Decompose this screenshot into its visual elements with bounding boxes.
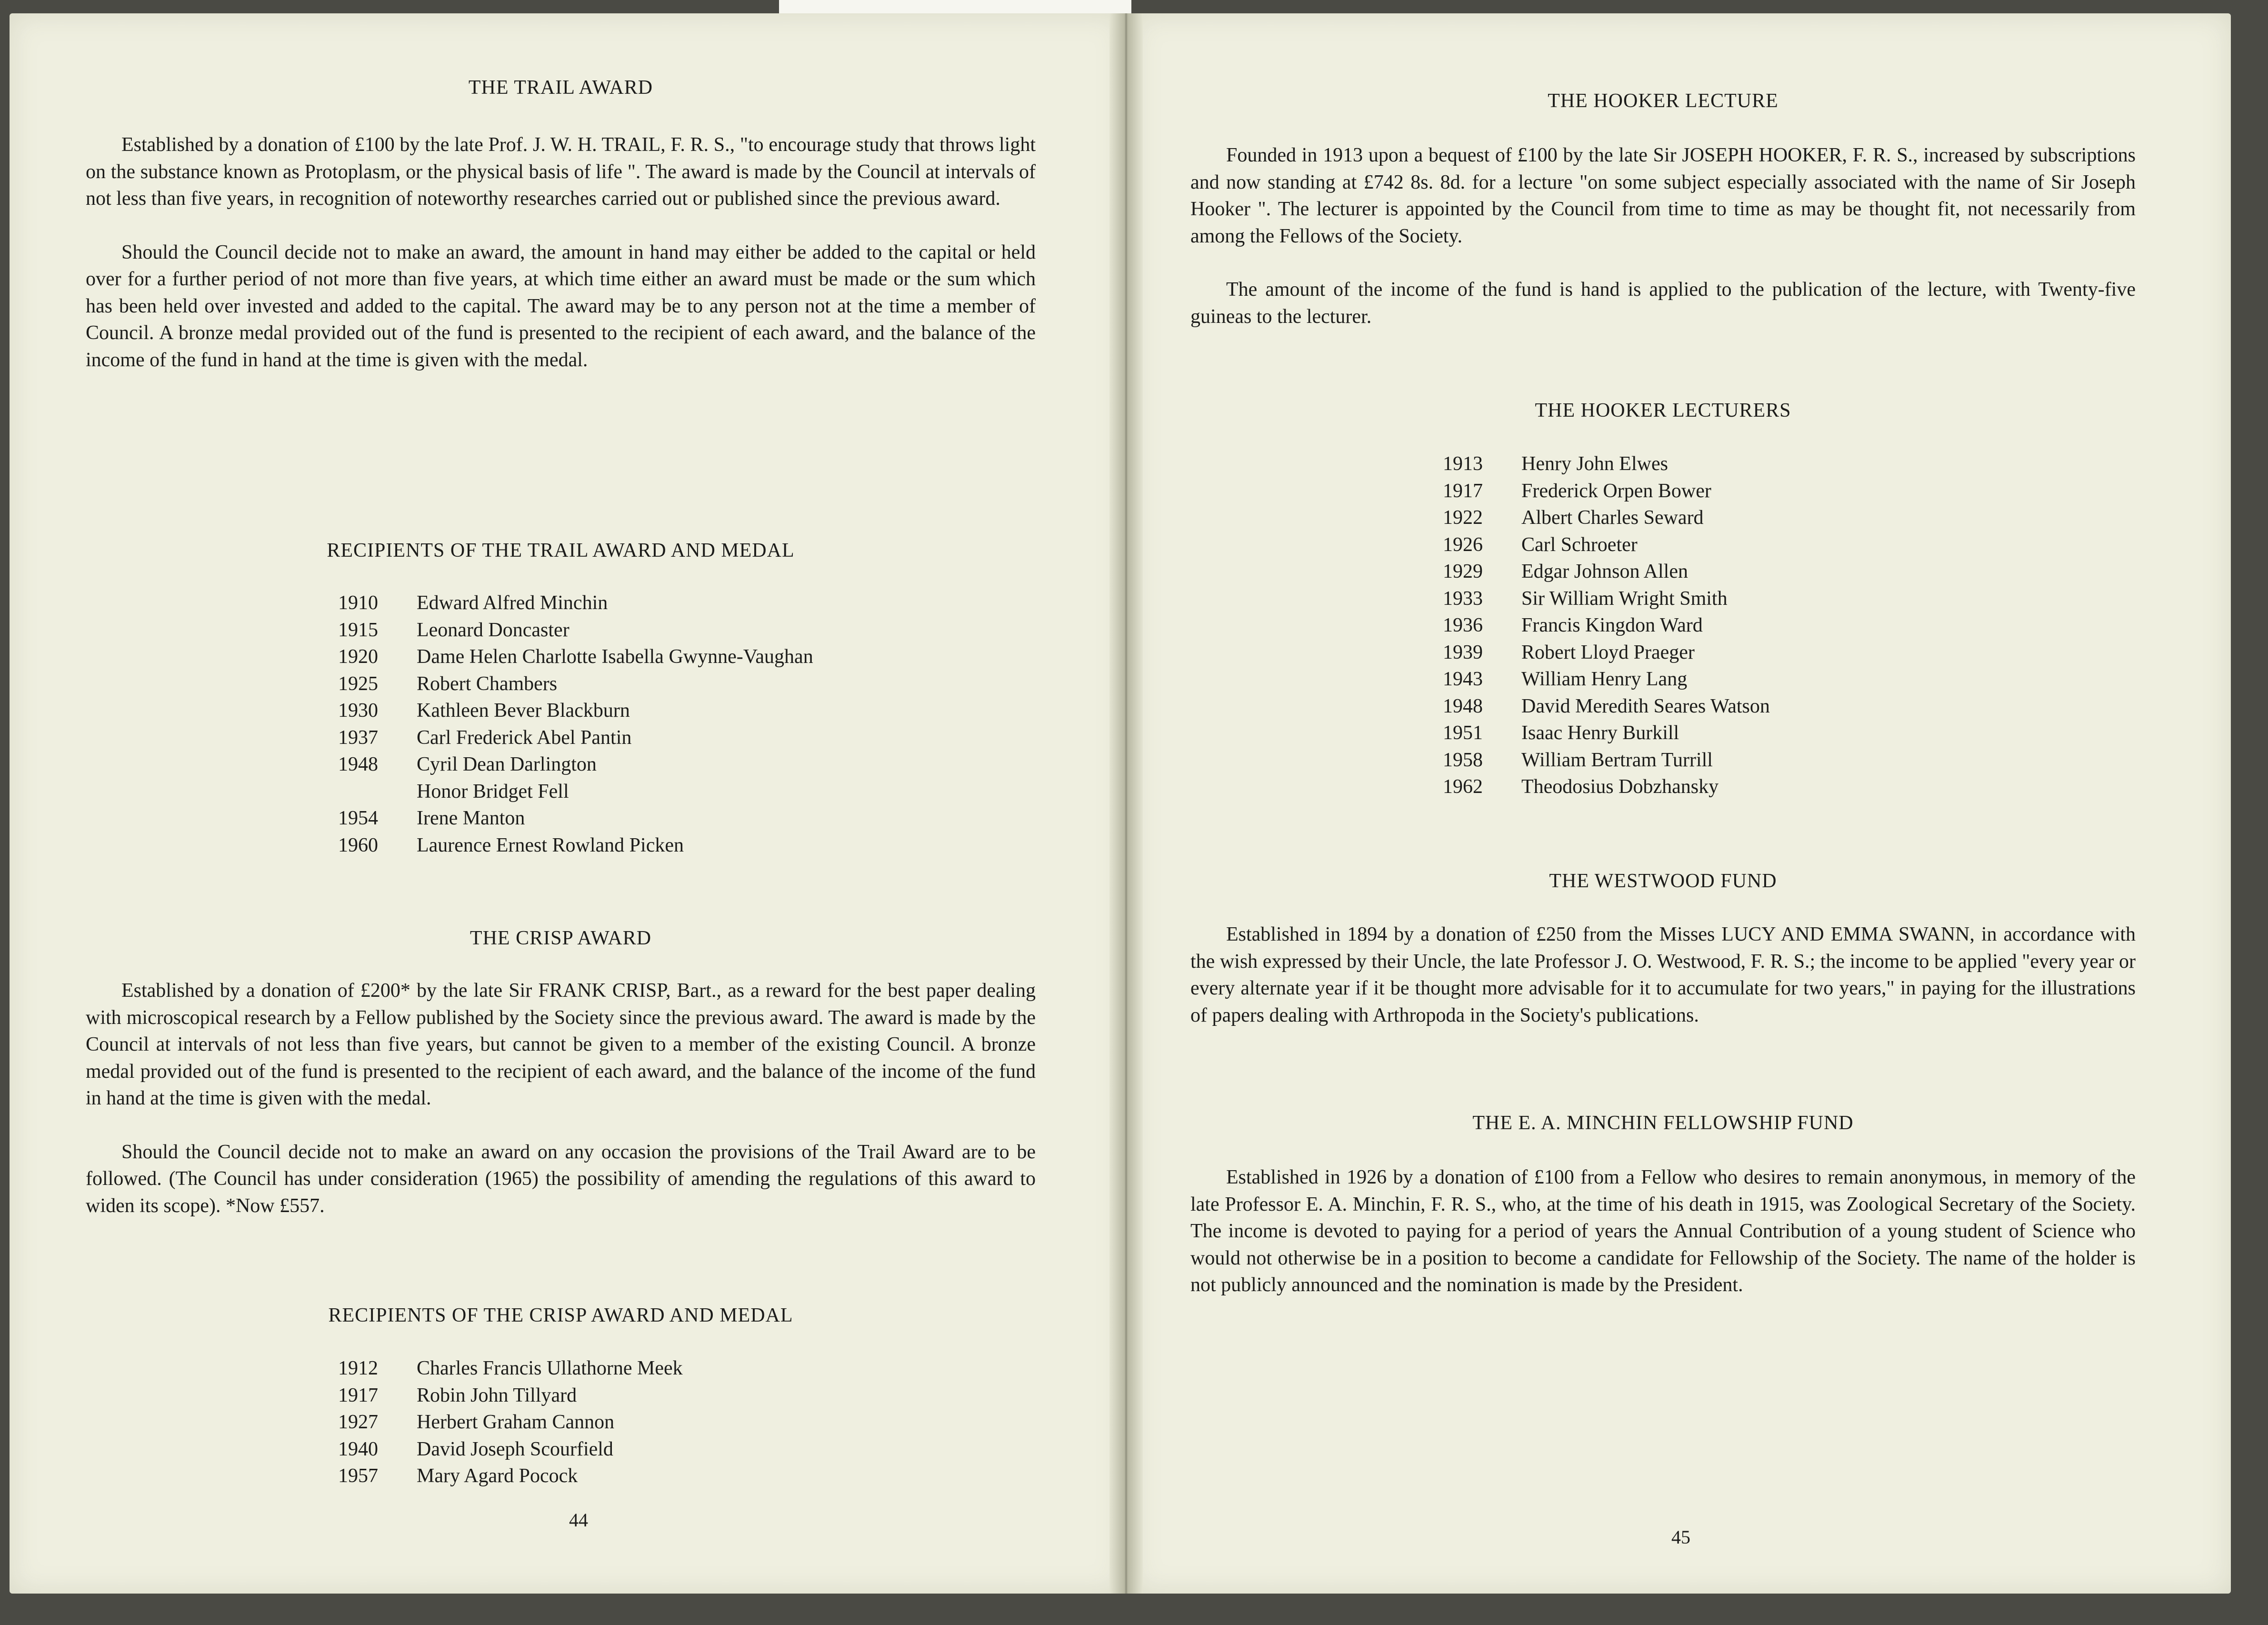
- lecturer-name: Theodosius Dobzhansky: [1521, 776, 1719, 798]
- list-item: [338, 1436, 1005, 1463]
- lecturer-year: 1922: [1443, 507, 1483, 529]
- recipient-name: David Joseph Scourfield: [417, 1438, 613, 1460]
- lecturer-name: Albert Charles Seward: [1521, 507, 1704, 529]
- lecturer-year: 1948: [1443, 695, 1483, 717]
- lecturer-name: Francis Kingdon Ward: [1521, 614, 1703, 636]
- recipient-name: Charles Francis Ullathorne Meek: [417, 1357, 683, 1379]
- list-item: [1443, 478, 2109, 505]
- recipient-year: 1954: [338, 807, 378, 829]
- lecturer-name: Edgar Johnson Allen: [1521, 561, 1688, 582]
- crisp-award-para1: Established by a donation of £200* by the late Sir FRANK CRISP, Bart., as a reward for the best paper dealing with microscopical research by a Fellow published by the Society since the previous award. The award is made by the Council at intervals of not less than five years, but cannot be given to a member of the existing Council. A bronze medal provided out of the fund is presented to the recipient of each award, and the balance of the income of the fund in hand at the time is given with the medal.: [86, 980, 1036, 1109]
- recipient-name: Honor Bridget Fell: [417, 780, 569, 802]
- lecturer-year: 1913: [1443, 453, 1483, 475]
- list-item: [1443, 504, 2109, 532]
- lecturer-year: 1939: [1443, 641, 1483, 663]
- recipient-name: Laurence Ernest Rowland Picken: [417, 834, 684, 856]
- list-item: [338, 643, 1005, 671]
- list-item: [1443, 666, 2109, 693]
- recipient-name: Dame Helen Charlotte Isabella Gwynne-Vaughan: [417, 646, 813, 668]
- lecturer-name: Frederick Orpen Bower: [1521, 480, 1711, 502]
- trail-award-para1: Established by a donation of £100 by the late Prof. J. W. H. TRAIL, F. R. S., "to encourage study that throws light on the substance known as Protoplasm, or the physical basis of life ". The award is made by the Council at intervals of not less than five years, in recognition of noteworthy researches carried out or published since the previous award.: [86, 134, 1036, 210]
- crisp-award-para2: Should the Council decide not to make an award on any occasion the provisions of the Trail Award are to be followed. (The Council has under consideration (1965) the possibility of amending the regulations of this award to widen its scope). *Now £557.: [86, 1141, 1036, 1217]
- lecturer-year: 1926: [1443, 533, 1483, 556]
- lecturer-year: 1951: [1443, 722, 1483, 744]
- recipient-year: 1937: [338, 726, 378, 749]
- recipient-name: Robin John Tillyard: [417, 1384, 577, 1406]
- crisp-recipients-list: [338, 1355, 1005, 1490]
- minchin-fund-section: [1190, 1112, 2136, 1134]
- lecturer-name: David Meredith Seares Watson: [1521, 695, 1770, 717]
- lecturer-name: Sir William Wright Smith: [1521, 587, 1728, 610]
- recipient-name: Herbert Graham Cannon: [417, 1411, 615, 1433]
- hooker-lecturers-title: THE HOOKER LECTURERS: [1535, 400, 1791, 421]
- list-item: [338, 751, 1005, 778]
- recipient-year: 1927: [338, 1411, 378, 1433]
- list-item: [338, 697, 1005, 724]
- list-item: [1443, 773, 2109, 801]
- page-number-right: 45: [1671, 1526, 1690, 1548]
- lecturer-name: William Bertram Turrill: [1521, 749, 1713, 771]
- list-item: [1443, 612, 2109, 639]
- trail-recipients-title: RECIPIENTS OF THE TRAIL AWARD AND MEDAL: [327, 540, 795, 562]
- page-number-left: 44: [569, 1509, 588, 1531]
- lecturer-year: 1917: [1443, 480, 1483, 502]
- list-item: [1443, 558, 2109, 585]
- list-item: [338, 805, 1005, 832]
- list-item: [338, 590, 1005, 617]
- lecturer-year: 1962: [1443, 776, 1483, 798]
- lecturer-year: 1943: [1443, 668, 1483, 690]
- recipient-name: Kathleen Bever Blackburn: [417, 700, 630, 722]
- trail-award-title: THE TRAIL AWARD: [468, 77, 653, 99]
- recipient-year: 1910: [338, 592, 378, 614]
- lecturer-name: Henry John Elwes: [1521, 453, 1668, 475]
- hooker-lecture-para1: Founded in 1913 upon a bequest of £100 by the late Sir JOSEPH HOOKER, F. R. S., increased by subscriptions and now standing at £742 8s. 8d. for a lecture "on some subject especially associated with the name of Sir Joseph Hooker ". The lecturer is appointed by the Council from time to time as may be thought fit, not necessarily from among the Fellows of the Society.: [1190, 144, 2136, 247]
- list-item: [338, 724, 1005, 752]
- crisp-recipients-title: RECIPIENTS OF THE CRISP AWARD AND MEDAL: [328, 1304, 793, 1326]
- westwood-fund-title: THE WESTWOOD FUND: [1549, 870, 1777, 892]
- list-item: [338, 1355, 1005, 1382]
- westwood-fund-para1: Established in 1894 by a donation of £250 from the Misses LUCY AND EMMA SWANN, in accordance with the wish expressed by their Uncle, the late Professor J. O. Westwood, F. R. S.; the income to be applied "every year or every alternate year if it be thought more advisable for it to accumulate for two years," in paying for the illustrations of papers dealing with Arthropoda in the Society's publications.: [1190, 923, 2136, 1026]
- list-item: [1443, 720, 2109, 747]
- recipient-year: 1948: [338, 753, 378, 775]
- recipient-year: 1925: [338, 672, 378, 695]
- hooker-lecture-body: [1190, 142, 2136, 330]
- crisp-award-title: THE CRISP AWARD: [470, 927, 652, 949]
- hooker-lecture-title: THE HOOKER LECTURE: [1548, 90, 1778, 112]
- book-gutter: [1109, 13, 1143, 1594]
- minchin-fund-title: THE E. A. MINCHIN FELLOWSHIP FUND: [1472, 1112, 1854, 1134]
- hooker-lecturers-section: [1190, 399, 2136, 422]
- lecturer-year: 1958: [1443, 749, 1483, 771]
- minchin-fund-body: [1190, 1164, 2136, 1299]
- trail-award-para2: Should the Council decide not to make an award, the amount in hand may either be added to the capital or held over for a further period of not more than five years, at which time either an award must be made or the sum which has been held over invested and added to the capital. The award may be to any person not at the time a member of Council. A bronze medal provided out of the fund is presented to the recipient of each award, and the balance of the income of the fund in hand at the time is given with the medal.: [86, 241, 1036, 371]
- lecturer-year: 1936: [1443, 614, 1483, 636]
- list-item: [338, 671, 1005, 698]
- westwood-fund-body: [1190, 921, 2136, 1029]
- hooker-lecture-section: [1190, 90, 2136, 112]
- minchin-fund-para1: Established in 1926 by a donation of £100 from a Fellow who desires to remain anonymous, in memory of the late Professor E. A. Minchin, F. R. S., who, at the time of his death in 1915, was Zoological Secretary of the Society. The income is devoted to paying for a period of years the Annual Contribution of a young student of Science who would not otherwise be in a position to become a candidate for Fellowship of the Society. The name of the holder is not publicly announced and the nomination is made by the President.: [1190, 1166, 2136, 1296]
- recipient-year: 1912: [338, 1357, 378, 1379]
- recipient-name: Edward Alfred Minchin: [417, 592, 608, 614]
- lecturer-name: William Henry Lang: [1521, 668, 1688, 690]
- list-item: [338, 1409, 1005, 1436]
- crisp-recipients-section: [86, 1304, 1036, 1327]
- right-page: [1133, 13, 2231, 1594]
- recipient-name: Leonard Doncaster: [417, 619, 569, 641]
- list-item: [338, 778, 1005, 805]
- westwood-fund-section: [1190, 870, 2136, 893]
- recipient-year: 1940: [338, 1438, 378, 1460]
- list-item: [1443, 532, 2109, 559]
- recipient-year: 1915: [338, 619, 378, 641]
- list-item: [1443, 693, 2109, 720]
- recipient-name: Irene Manton: [417, 807, 525, 829]
- list-item: [338, 832, 1005, 859]
- trail-recipients-list: [338, 590, 1005, 859]
- recipient-year: 1917: [338, 1384, 378, 1406]
- list-item: [338, 617, 1005, 644]
- recipient-year: 1957: [338, 1465, 378, 1487]
- list-item: [1443, 747, 2109, 774]
- lecturer-year: 1933: [1443, 587, 1483, 610]
- trail-recipients-section: [86, 539, 1036, 562]
- lecturer-name: Isaac Henry Burkill: [1521, 722, 1679, 744]
- recipient-name: Robert Chambers: [417, 672, 558, 695]
- list-item: [1443, 451, 2109, 478]
- trail-award-body: [86, 131, 1036, 373]
- recipient-year: [338, 778, 417, 805]
- recipient-year: 1930: [338, 700, 378, 722]
- paper-tab: [779, 0, 1131, 13]
- trail-award-section: [86, 76, 1036, 99]
- left-page: [10, 13, 1124, 1594]
- crisp-award-section: [86, 927, 1036, 950]
- recipient-name: Mary Agard Pocock: [417, 1465, 578, 1487]
- hooker-lecture-para2: The amount of the income of the fund is hand is applied to the publication of the lecture, with Twenty-five guineas to the lecturer.: [1190, 279, 2136, 328]
- hooker-lecturers-list: [1443, 451, 2109, 801]
- list-item: [1443, 639, 2109, 666]
- recipient-year: 1960: [338, 834, 378, 856]
- lecturer-year: 1929: [1443, 561, 1483, 582]
- list-item: [1443, 585, 2109, 612]
- recipient-year: 1920: [338, 646, 378, 668]
- lecturer-name: Robert Lloyd Praeger: [1521, 641, 1695, 663]
- recipient-name: Carl Frederick Abel Pantin: [417, 726, 632, 749]
- crisp-award-body: [86, 977, 1036, 1219]
- lecturer-name: Carl Schroeter: [1521, 533, 1638, 556]
- recipient-name: Cyril Dean Darlington: [417, 753, 597, 775]
- list-item: [338, 1382, 1005, 1409]
- list-item: [338, 1463, 1005, 1490]
